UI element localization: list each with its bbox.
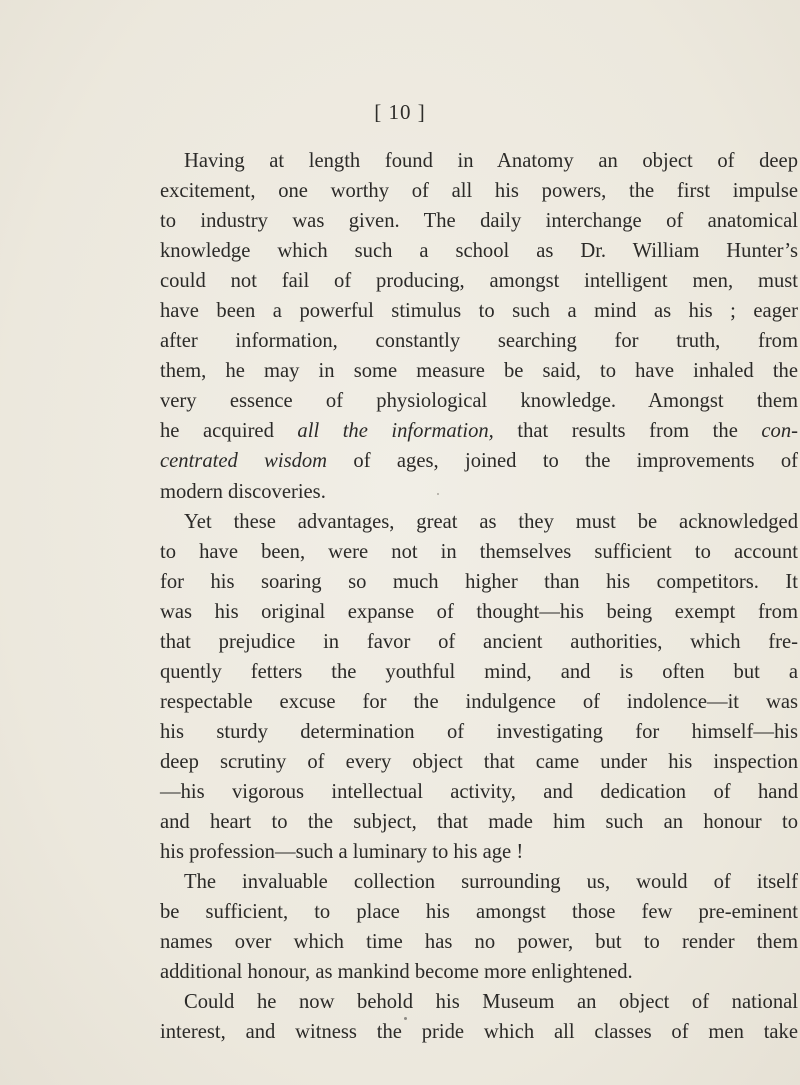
text-line: was his original expanse of thought—his being exempt from (160, 600, 798, 623)
text-line: after information, constantly searching for truth, from (160, 330, 798, 353)
text-line: names over which time has no power, but to render them (160, 931, 798, 954)
text-line: them, he may in some measure be said, to have inhaled the (160, 360, 798, 383)
text-line: that prejudice in favor of ancient authorities, which fre- (160, 630, 798, 653)
text-line: for his soaring so much higher than his competitors. It (160, 570, 798, 593)
text-line: —his vigorous intellectual activity, and dedication of hand (160, 780, 798, 803)
text-line: to have been, were not in themselves sufficient to account (160, 540, 798, 563)
text-line: additional honour, as mankind become more enlightened. (160, 961, 633, 984)
text-segment: that results from the (493, 420, 762, 443)
paper-speck (404, 1017, 407, 1020)
body-text (160, 146, 798, 1047)
text-line: very essence of physiological knowledge. Amongst them (160, 390, 798, 413)
text-line: to industry was given. The daily interchange of anatomical (160, 210, 798, 233)
page-number: [ 10 ] (374, 100, 426, 124)
text-line: be sufficient, to place his amongst those few pre-eminent (160, 901, 798, 924)
italic-phrase: all the information, (297, 420, 494, 443)
text-line: excitement, one worthy of all his powers, the first impulse (160, 180, 798, 203)
text-line: his profession—such a luminary to his age ! (160, 841, 524, 864)
text-line: quently fetters the youthful mind, and is often but a (160, 660, 798, 683)
text-line: Could he now behold his Museum an object of national (184, 991, 798, 1014)
text-line: his sturdy determination of investigating for himself—his (160, 720, 798, 743)
text-line: Having at length found in Anatomy an object of deep (184, 150, 798, 172)
text-line: interest, and witness the pride which all classes of men take (160, 1021, 798, 1044)
italic-phrase: centrated wisdom (160, 450, 328, 473)
text-line (160, 446, 798, 476)
italic-phrase: con- (761, 420, 798, 443)
text-line: The invaluable collection surrounding us, would of itself (184, 871, 798, 894)
text-segment: of ages, joined to the improvements of (327, 450, 799, 473)
text-line (160, 416, 798, 446)
text-line: knowledge which such a school as Dr. William Hunter’s (160, 240, 798, 263)
text-line: deep scrutiny of every object that came under his inspection (160, 750, 798, 773)
paper-speck (437, 493, 439, 495)
text-segment: he acquired (160, 420, 298, 443)
text-line: Yet these advantages, great as they must be acknowledged (184, 510, 798, 533)
text-line: modern discoveries. (160, 480, 326, 503)
text-line: have been a powerful stimulus to such a mind as his ; eager (160, 300, 798, 323)
text-line: respectable excuse for the indulgence of indolence—it was (160, 690, 798, 713)
text-line: and heart to the subject, that made him such an honour to (160, 811, 798, 834)
text-line: could not fail of producing, amongst intelligent men, must (160, 270, 798, 293)
